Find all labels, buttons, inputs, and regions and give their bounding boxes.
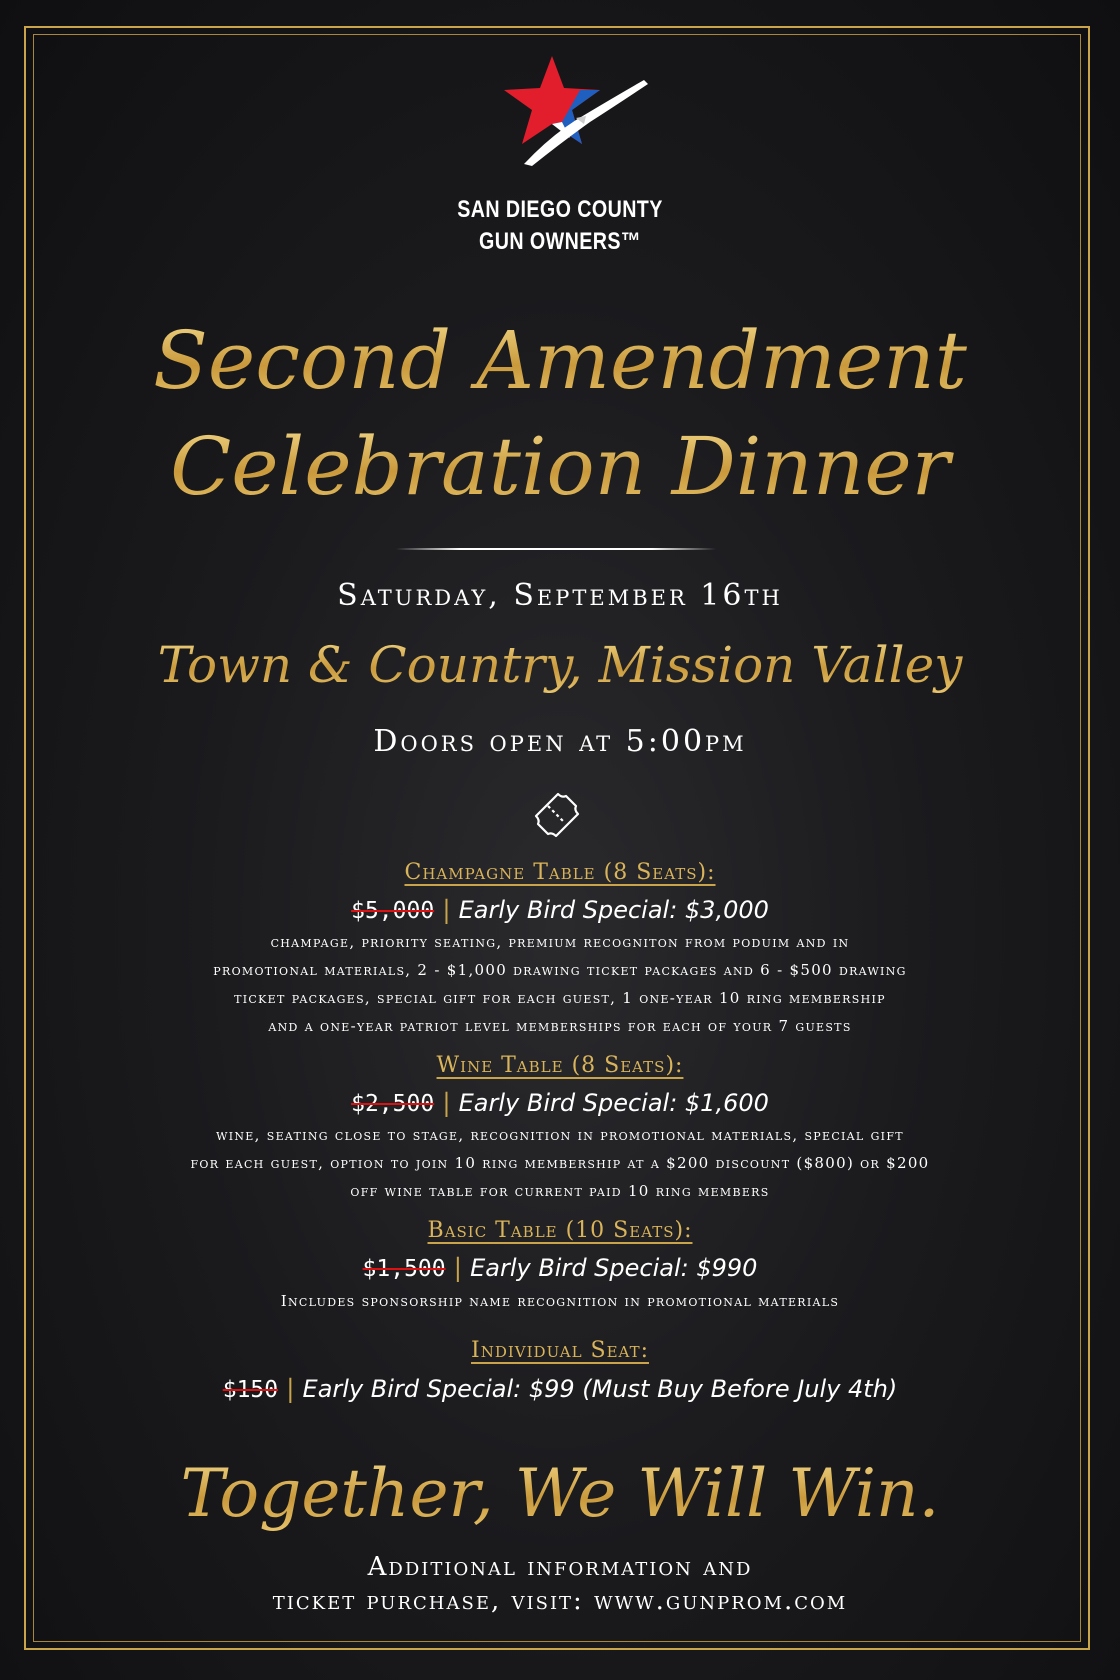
doors-open-time: Doors open at 5:00pm — [373, 724, 747, 759]
event-title-line1: Second Amendment — [0, 316, 1120, 406]
org-name-line2: GUN OWNERS™ — [479, 228, 641, 255]
tier-description-basic — [0, 1287, 1120, 1315]
description-line: for each guest, option to join 10 ring membership at a $200 discount ($800) or $200 — [190, 1154, 930, 1172]
old-price: $2,500 — [351, 1091, 435, 1117]
early-bird-price: Early Bird Special: $99 (Must Buy Before July 4th) — [302, 1375, 898, 1403]
old-price: $5,000 — [351, 898, 435, 924]
tier-price-individual — [0, 1374, 1120, 1403]
org-name-line1: SAN DIEGO COUNTY — [457, 196, 663, 223]
tier-price-wine — [0, 1088, 1120, 1117]
old-price: $150 — [222, 1377, 279, 1403]
price-separator: | — [442, 895, 451, 924]
footer-info-line2: ticket purchase, visit: www.gunprom.com — [272, 1586, 848, 1616]
divider — [396, 548, 716, 550]
tier-description-champagne — [0, 928, 1120, 1040]
early-bird-price: Early Bird Special: $3,000 — [458, 896, 769, 924]
description-line: champage, priority seating, premium recogniton from poduim and in — [270, 933, 850, 951]
slogan: Together, We Will Win. — [0, 1454, 1120, 1534]
price-separator: | — [453, 1253, 463, 1282]
event-venue: Town & Country, Mission Valley — [0, 636, 1120, 694]
price-separator: | — [442, 1088, 451, 1117]
description-line: and a one-year patriot level memberships for each of your 7 guests — [268, 1017, 852, 1035]
tier-price-basic — [0, 1253, 1120, 1282]
description-line: Includes sponsorship name recognition in promotional materials — [280, 1292, 840, 1310]
event-title-line2: Celebration Dinner — [0, 422, 1120, 512]
early-bird-price: Early Bird Special: $1,600 — [458, 1089, 769, 1117]
description-line: ticket packages, special gift for each guest, 1 one-year 10 ring membership — [234, 989, 886, 1007]
description-line: off wine table for current paid 10 ring members — [350, 1182, 770, 1200]
tier-description-wine — [0, 1121, 1120, 1205]
tier-heading-basic — [0, 1218, 1120, 1243]
ticket-icon — [530, 790, 586, 838]
star-logo-icon — [484, 52, 654, 170]
tier-heading-wine — [0, 1053, 1120, 1078]
footer-info-line1: Additional information and — [367, 1552, 753, 1582]
tier-heading-text: Champagne Table (8 Seats): — [404, 860, 716, 885]
early-bird-price: Early Bird Special: $990 — [470, 1254, 758, 1282]
tier-heading-text: Basic Table (10 Seats): — [427, 1218, 693, 1243]
tier-heading-champagne — [0, 860, 1120, 885]
tier-price-champagne — [0, 895, 1120, 924]
description-line: promotional materials, 2 - $1,000 drawing ticket packages and 6 - $500 drawing — [213, 961, 907, 979]
old-price: $1,500 — [362, 1256, 446, 1282]
tier-heading-text: Wine Table (8 Seats): — [436, 1053, 684, 1078]
event-date: Saturday, September 16th — [337, 578, 783, 613]
tier-heading-text: Individual Seat: — [471, 1338, 649, 1363]
price-separator: | — [286, 1374, 295, 1403]
tier-heading-individual — [0, 1338, 1120, 1363]
description-line: wine, seating close to stage, recognition in promotional materials, special gift — [216, 1126, 904, 1144]
